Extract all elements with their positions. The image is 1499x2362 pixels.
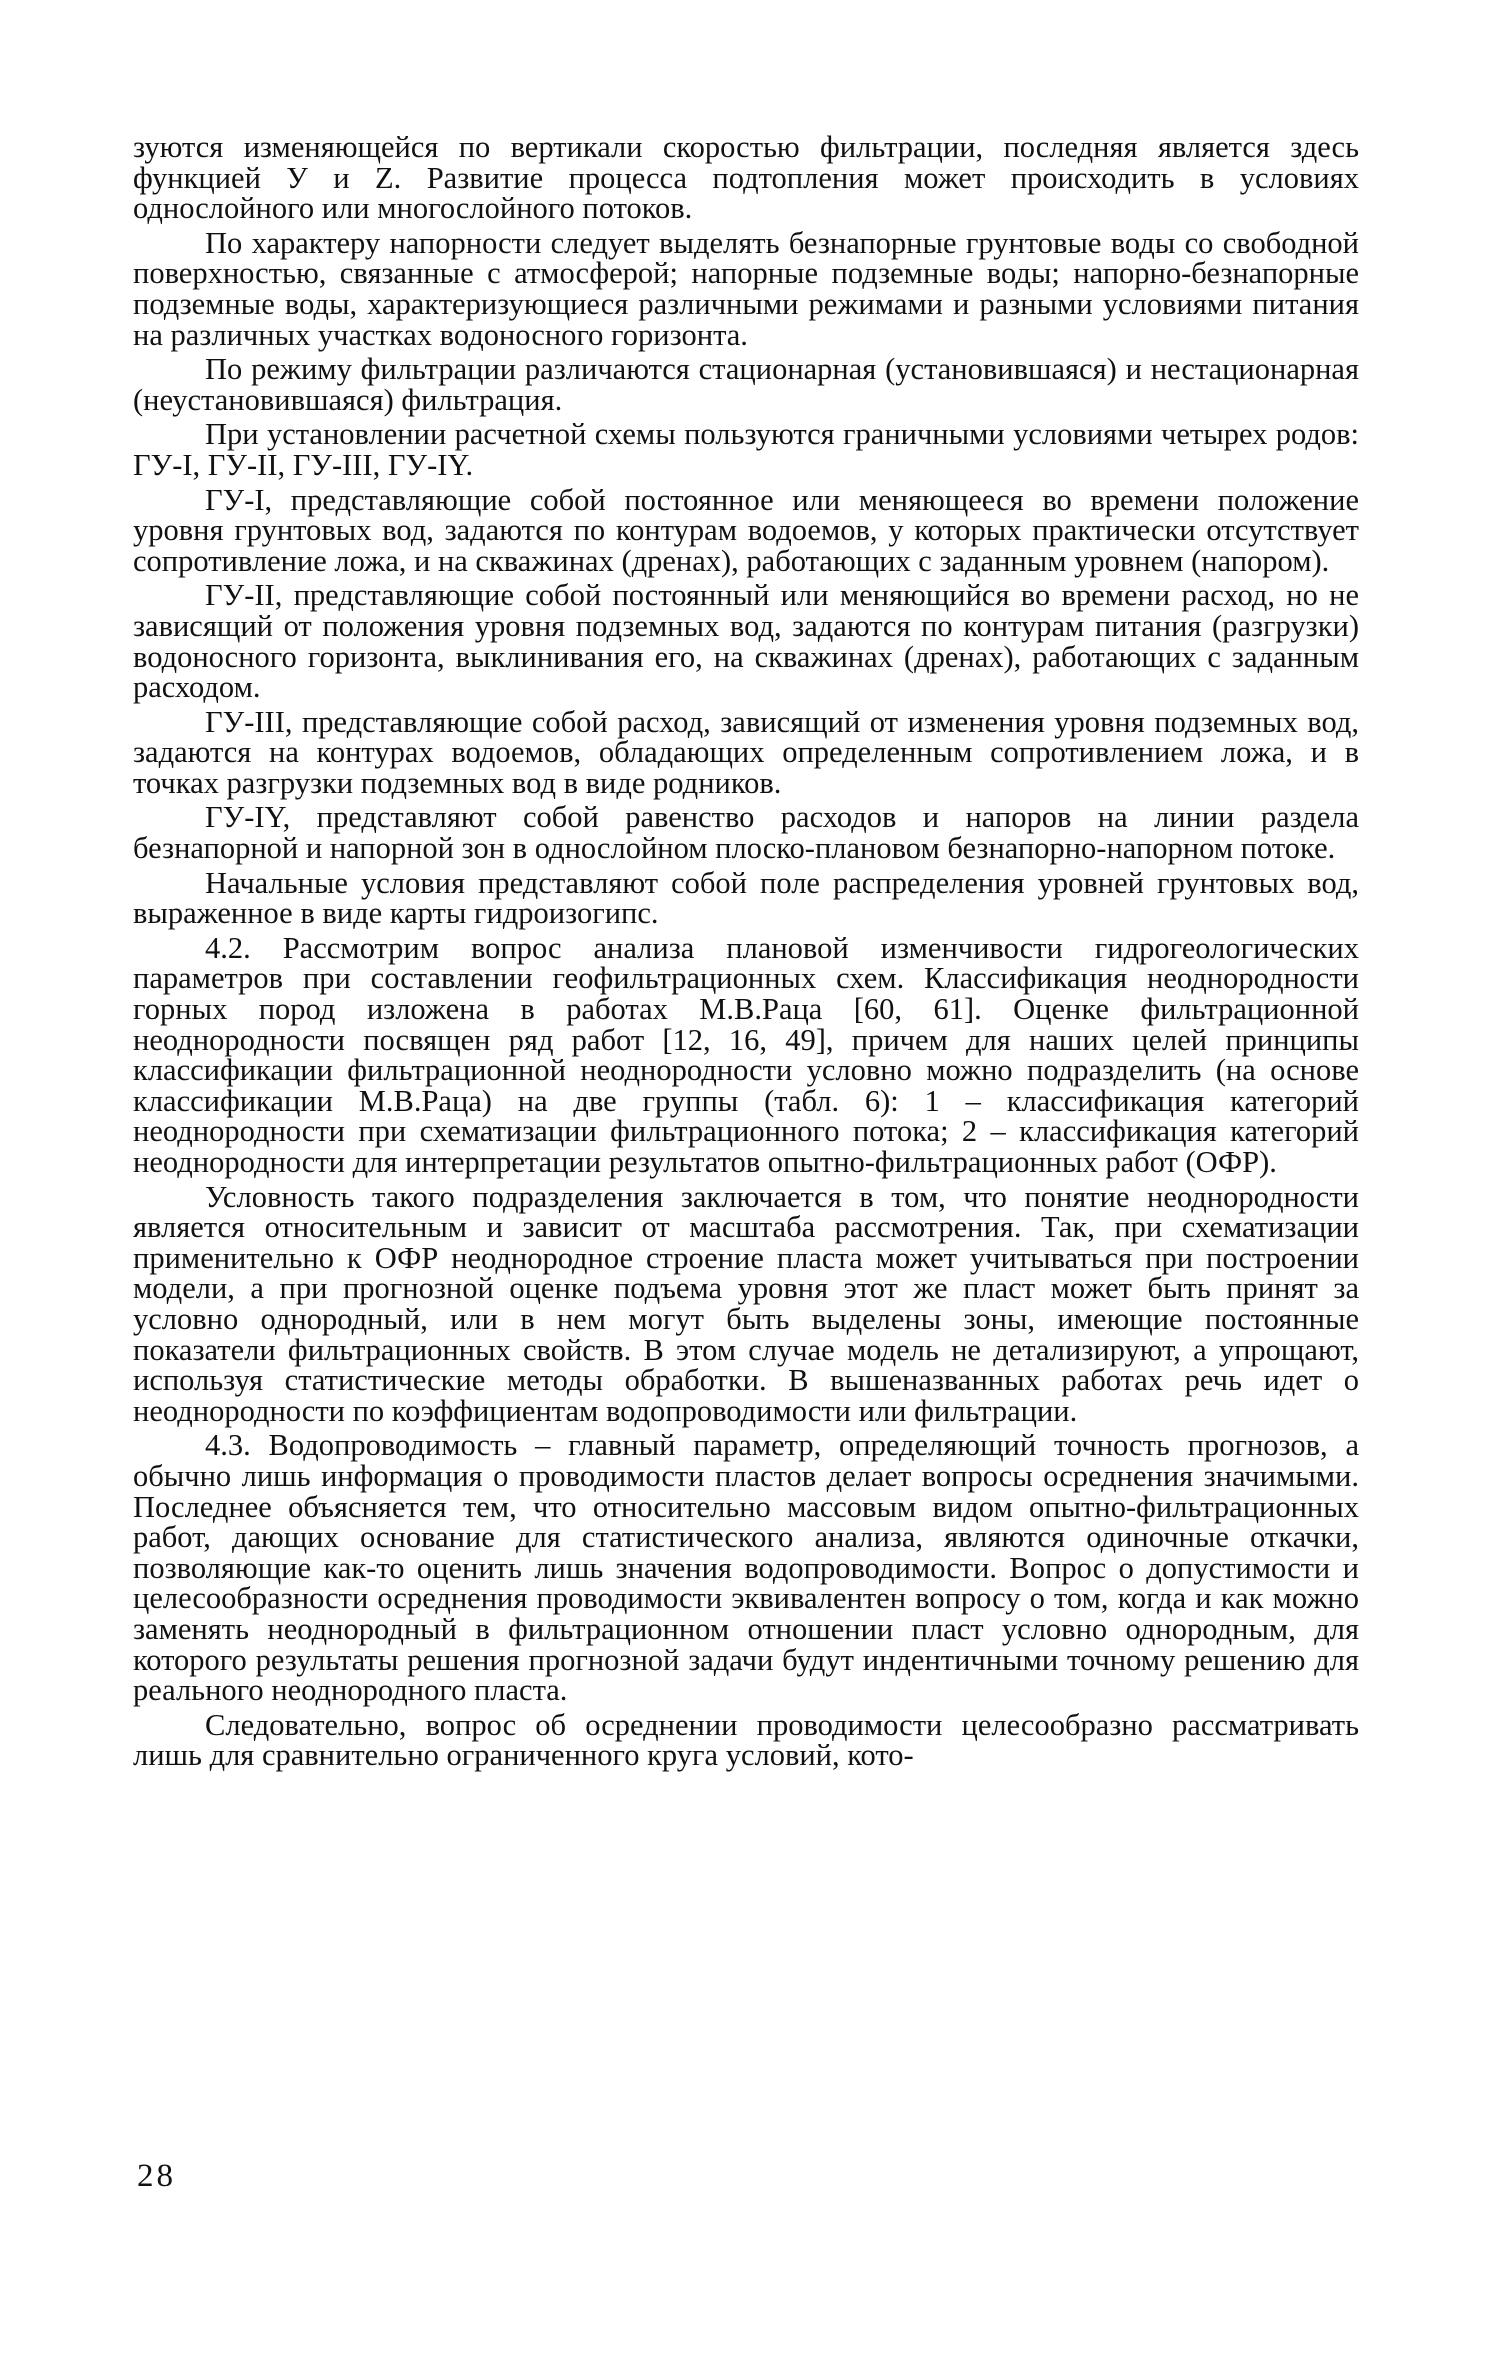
page-number: 28	[137, 2158, 176, 2194]
paragraph-gu-2: ГУ-II, представляющие собой постоянный или меняющийся во времени расход, но не зависящий от положения уровня подземных вод, задаются по контурам питания (разгрузки) водоносного горизонта, выклинивания его, на скважинах (дренах), работающих с заданным расходом.	[133, 578, 1359, 705]
paragraph-gu-3: ГУ-III, представляющие собой расход, зависящий от изменения уровня подземных вод, задаются на контурах водоемов, обладающих определенным сопротивлением ложа, и в точках разгрузки подземных вод в виде родников.	[133, 704, 1359, 800]
paragraph-conditionality: Условность такого подразделения заключается в том, что понятие неоднородности является относительным и зависит от масштаба рассмотрения. Так, при схематизации применительно к ОФР неоднородное строение пласта может учитываться при построении модели, а при прогнозной оценке подъема уровня этот же пласт может быть принят за условно однородный, или в нем могут быть выделены зоны, имеющие постоянные показатели фильтрационных свойств. В этом случае модель не детализируют, а упрощают, используя статистические методы обработки. В вышеназванных работах речь идет о неоднородности по коэффициентам водопроводимости или фильтрации.	[133, 1179, 1359, 1428]
paragraph-filtration-regime: По режиму фильтрации различаются стационарная (установившаяся) и нестационарная (неустановившаяся) фильтрация.	[133, 352, 1359, 417]
paragraph-conclusion: Следовательно, вопрос об осреднении проводимости целесообразно рассматривать лишь для сравнительно ограниченного круга условий, кото-	[133, 1707, 1359, 1773]
page-body	[133, 132, 1359, 1771]
paragraph-gu-1: ГУ-I, представляющие собой постоянное или меняющееся во времени положение уровня грунтовых вод, задаются по контурам водоемов, у которых практически отсутствует сопротивление ложа, и на скважинах (дренах), работающих с заданным уровнем (напором).	[133, 482, 1359, 578]
paragraph-continuation: зуются изменяющейся по вертикали скоростью фильтрации, последняя является здесь функцией У и Z. Развитие процесса подтопления может происходить в условиях однослойного или многослойного потоков.	[133, 130, 1359, 226]
paragraph-boundary-conditions: При установлении расчетной схемы пользуются граничными условиями четырех родов: ГУ-I, ГУ-II, ГУ-III, ГУ-IY.	[133, 417, 1359, 482]
paragraph-section-4-3: 4.3. Водопроводимость – главный параметр, определяющий точность прогнозов, а обычно лишь информация о проводимости пластов делает вопросы осреднения значимыми. Последнее объясняется тем, что относительно массовым видом опытно-фильтрационных работ, дающих основание для статистического анализа, являются одиночные откачки, позволяющие как-то оценить лишь значения водопроводимости. Вопрос о допустимости и целесообразности осреднения проводимости эквивалентен вопросу о том, когда и как можно заменять неоднородный в фильтрационном отношении пласт условно однородным, для которого результаты решения прогнозной задачи будут индентичными точному решению для реального неоднородного пласта.	[133, 1428, 1359, 1708]
paragraph-initial-conditions: Начальные условия представляют собой поле распределения уровней грунтовых вод, выраженное в виде карты гидроизогипс.	[133, 865, 1359, 931]
paragraph-gu-4: ГУ-IY, представляют собой равенство расходов и напоров на линии раздела безнапорной и напорной зон в однослойном плоско-плановом безнапорно-напорном потоке.	[133, 800, 1359, 866]
paragraph-section-4-2: 4.2. Рассмотрим вопрос анализа плановой изменчивости гидрогеологических параметров при составлении геофильтрационных схем. Классификация неоднородности горных пород изложена в работах М.В.Раца [60, 61]. Оценке фильтрационной неоднородности посвящен ряд работ [12, 16, 49], причем для наших целей принципы классификации фильтрационной неоднородности условно можно подразделить (на основе классификации М.В.Раца) на две группы (табл. 6): 1 – классификация категорий неоднородности при схематизации фильтрационного потока; 2 – классификация категорий неоднородности для интерпретации результатов опытно-фильтрационных работ (ОФР).	[133, 930, 1359, 1179]
paragraph-pressure-types: По характеру напорности следует выделять безнапорные грунтовые воды со свободной поверхностью, связанные с атмосферой; напорные подземные воды; напорно-безнапорные подземные воды, характеризующиеся различными режимами и разными условиями питания на различных участках водоносного горизонта.	[133, 225, 1359, 352]
